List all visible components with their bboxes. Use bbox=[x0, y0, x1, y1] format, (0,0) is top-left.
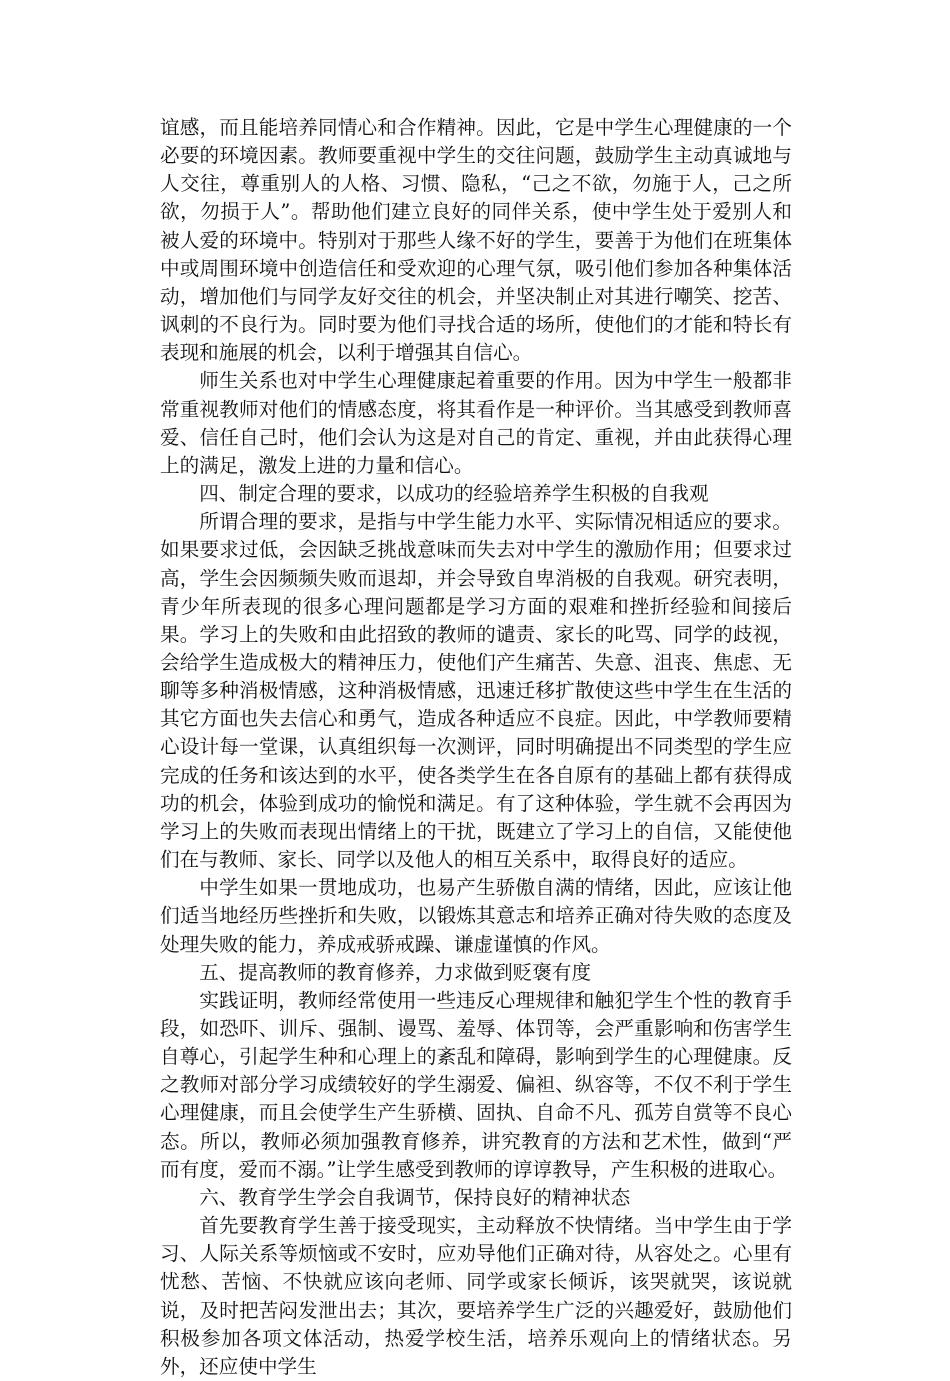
paragraph-setbacks: 中学生如果一贯地成功，也易产生骄傲自满的情绪，因此，应该让他们适当地经历些挫折和失败，以锻炼其意志和培养正确对待失败的态度及处理失败的能力，养成戒骄戒躁、谦虚谨慎的作风。 bbox=[160, 876, 792, 956]
document-body bbox=[160, 114, 792, 1381]
paragraph-reasonable-requirements: 所谓合理的要求，是指与中学生能力水平、实际情况相适应的要求。如果要求过低，会因缺乏挑战意味而失去对中学生的激励作用；但要求过高，学生会因频频失败而退却，并会导致自卑消极的自我观。研究表明，青少年所表现的很多心理问题都是学习方面的艰难和挫折经验和间接后果。学习上的失败和由此招致的教师的谴责、家长的叱骂、同学的歧视，会给学生造成极大的精神压力，使他们产生痛苦、失意、沮丧、焦虑、无聊等多种消极情感，这种消极情感，迅速迁移扩散使这些中学生在生活的其它方面也失去信心和勇气，造成各种适应不良症。因此，中学教师要精心设计每一堂课，认真组织每一次测评，同时明确提出不同类型的学生应完成的任务和该达到的水平，使各类学生在各自原有的基础上都有获得成功的机会，体验到成功的愉悦和满足。有了这种体验，学生就不会再因为学习上的失败而表现出情绪上的干扰，既建立了学习上的自信，又能使他们在与教师、家长、同学以及他人的相互关系中，取得良好的适应。 bbox=[160, 510, 792, 872]
paragraph-teacher-student-relations: 师生关系也对中学生心理健康起着重要的作用。因为中学生一般都非常重视教师对他们的情感态度，将其看作是一种评价。当其感受到教师喜爱、信任自己时，他们会认为这是对自己的肯定、重视，并由此获得心理上的满足，激发上进的力量和信心。 bbox=[160, 369, 792, 477]
paragraph-continuation: 谊感，而且能培养同情心和合作精神。因此，它是中学生心理健康的一个必要的环境因素。教师要重视中学生的交往问题，鼓励学生主动真诚地与人交往，尊重别人的人格、习惯、隐私，“己之不欲，勿施于人，己之所欲，勿损于人”。帮助他们建立良好的同伴关系，使中学生处于爱别人和被人爱的环境中。特别对于那些人缘不好的学生，要善于为他们在班集体中或周围环境中创造信任和受欢迎的心理气氛，吸引他们参加各种集体活动，增加他们与同学友好交往的机会，并坚决制止对其进行嘲笑、挖苦、讽刺的不良行为。同时要为他们寻找合适的场所，使他们的才能和特长有表现和施展的机会，以利于增强其自信心。 bbox=[160, 116, 792, 365]
paragraph-self-regulation: 首先要教育学生善于接受现实，主动释放不快情绪。当中学生由于学习、人际关系等烦恼或不安时，应劝导他们正确对待，从容处之。心里有忧愁、苦恼、不快就应该向老师、同学或家长倾诉，该哭就哭，该说就说，及时把苦闷发泄出去；其次，要培养学生广泛的兴趣爱好，鼓励他们积极参加各项文体活动，热爱学校生活，培养乐观向上的情绪状态。另外，还应使中学生 bbox=[160, 1214, 792, 1378]
section-heading-5: 五、提高教师的教育修养，力求做到贬褒有度 bbox=[199, 960, 592, 984]
paragraph-teacher-cultivation: 实践证明，教师经常使用一些违反心理规律和触犯学生个性的教育手段，如恐吓、训斥、强制、谩骂、羞辱、体罚等，会严重影响和伤害学生自尊心，引起学生种和心理上的紊乱和障碍，影响到学生的心理健康。反之教师对部分学习成绩较好的学生溺爱、偏袒、纵容等，不仅不利于学生心理健康，而且会使学生产生骄横、固执、自命不凡、孤芳自赏等不良心态。所以，教师必须加强教育修养，讲究教育的方法和艺术性，做到“严而有度，爱而不溺。”让学生感受到教师的谆谆教导，产生积极的进取心。 bbox=[160, 988, 792, 1181]
section-heading-4: 四、制定合理的要求，以成功的经验培养学生积极的自我观 bbox=[199, 482, 709, 506]
section-heading-6: 六、教育学生学会自我调节，保持良好的精神状态 bbox=[199, 1185, 631, 1209]
